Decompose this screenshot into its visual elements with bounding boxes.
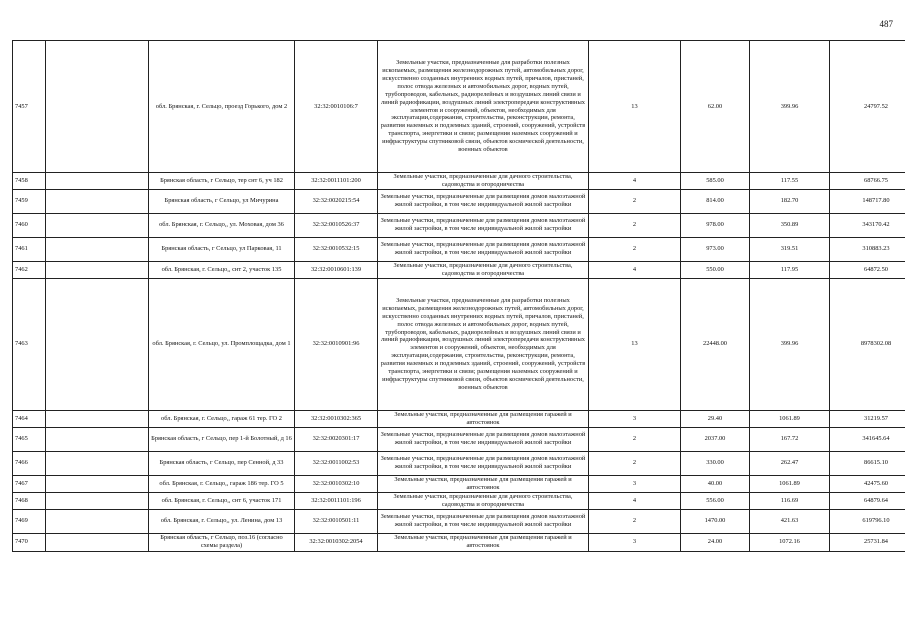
row-number-cell: 7463 [13, 278, 46, 410]
rate-cell: 350.89 [750, 213, 830, 237]
rate-cell: 262.47 [750, 451, 830, 475]
table-row [13, 261, 905, 278]
cadastral-number-cell: 32:32:0011002:53 [295, 451, 378, 475]
land-use-cell: Земельные участки, предназначенные для дачного строительства, садоводства и огородничества [378, 492, 589, 509]
area-cell: 62.00 [681, 41, 750, 173]
empty-cell [46, 451, 149, 475]
address-cell: обл. Брянская, г. Сельцо,, ул. Моховая, дом 36 [149, 213, 295, 237]
rate-cell: 182.70 [750, 189, 830, 213]
address-cell: Брянская область, г Сельцо, тер снт 6, уч 182 [149, 173, 295, 190]
area-cell: 22448.00 [681, 278, 750, 410]
table-row [13, 533, 905, 551]
address-cell: обл. Брянская, г. Сельцо,, гараж 186 тер. ГО 5 [149, 475, 295, 492]
use-code-cell: 2 [589, 427, 681, 451]
row-number-cell: 7459 [13, 189, 46, 213]
area-cell: 556.00 [681, 492, 750, 509]
land-use-cell: Земельные участки, предназначенные для размещения гаражей и автостоянок [378, 410, 589, 427]
empty-cell [46, 475, 149, 492]
cadastral-value-cell: 31219.57 [830, 410, 905, 427]
cadastral-value-cell: 619796.10 [830, 509, 905, 533]
rate-cell: 116.69 [750, 492, 830, 509]
cadastral-number-cell: 32:32:0010501:11 [295, 509, 378, 533]
land-use-cell: Земельные участки, предназначенные для дачного строительства, садоводства и огородничества [378, 261, 589, 278]
address-cell: Брянская область, г Сельцо, пер Сенной, д 33 [149, 451, 295, 475]
area-cell: 2037.00 [681, 427, 750, 451]
use-code-cell: 3 [589, 533, 681, 551]
empty-cell [46, 533, 149, 551]
cadastral-number-cell: 32:32:0010901:96 [295, 278, 378, 410]
rate-cell: 1072.16 [750, 533, 830, 551]
empty-cell [46, 41, 149, 173]
address-cell: обл. Брянская, г. Сельцо,, снт 2, участок 135 [149, 261, 295, 278]
area-cell: 550.00 [681, 261, 750, 278]
row-number-cell: 7461 [13, 237, 46, 261]
row-number-cell: 7467 [13, 475, 46, 492]
empty-cell [46, 492, 149, 509]
land-use-cell: Земельные участки, предназначенные для размещения гаражей и автостоянок [378, 475, 589, 492]
rate-cell: 399.96 [750, 41, 830, 173]
use-code-cell: 2 [589, 213, 681, 237]
cadastral-value-cell: 8978302.08 [830, 278, 905, 410]
row-number-cell: 7468 [13, 492, 46, 509]
row-number-cell: 7457 [13, 41, 46, 173]
use-code-cell: 2 [589, 509, 681, 533]
rate-cell: 117.95 [750, 261, 830, 278]
use-code-cell: 13 [589, 278, 681, 410]
address-cell: обл. Брянская, г. Сельцо,, ул. Ленина, дом 13 [149, 509, 295, 533]
rate-cell: 421.63 [750, 509, 830, 533]
use-code-cell: 2 [589, 451, 681, 475]
cadastral-value-cell: 64879.64 [830, 492, 905, 509]
table-row [13, 189, 905, 213]
land-registry-table [12, 40, 905, 552]
table-row [13, 427, 905, 451]
row-number-cell: 7464 [13, 410, 46, 427]
cadastral-number-cell: 32:32:0011101:200 [295, 173, 378, 190]
land-use-cell: Земельные участки, предназначенные для размещения гаражей и автостоянок [378, 533, 589, 551]
cadastral-value-cell: 341645.64 [830, 427, 905, 451]
rate-cell: 167.72 [750, 427, 830, 451]
cadastral-number-cell: 32:32:0010532:15 [295, 237, 378, 261]
area-cell: 29.40 [681, 410, 750, 427]
cadastral-number-cell: 32:32:0010526:37 [295, 213, 378, 237]
cadastral-value-cell: 310883.23 [830, 237, 905, 261]
use-code-cell: 4 [589, 173, 681, 190]
area-cell: 330.00 [681, 451, 750, 475]
cadastral-number-cell: 32:32:0010302:10 [295, 475, 378, 492]
cadastral-number-cell: 32:32:0010302:365 [295, 410, 378, 427]
cadastral-number-cell: 32:32:0010601:139 [295, 261, 378, 278]
address-cell: обл. Брянская, г. Сельцо, ул. Промплощадка, дом 1 [149, 278, 295, 410]
row-number-cell: 7466 [13, 451, 46, 475]
cadastral-value-cell: 68766.75 [830, 173, 905, 190]
table-row [13, 173, 905, 190]
cadastral-number-cell: 32:32:0010106:7 [295, 41, 378, 173]
table-row [13, 237, 905, 261]
address-cell: обл. Брянская, г. Сельцо,, снт 6, участок 171 [149, 492, 295, 509]
empty-cell [46, 189, 149, 213]
empty-cell [46, 410, 149, 427]
cadastral-number-cell: 32:32:0020215:54 [295, 189, 378, 213]
empty-cell [46, 509, 149, 533]
rate-cell: 1061.89 [750, 410, 830, 427]
cadastral-value-cell: 343170.42 [830, 213, 905, 237]
land-use-cell: Земельные участки, предназначенные для размещения домов малоэтажной жилой застройки, в том числе индивидуальной жилой застройки [378, 189, 589, 213]
land-use-cell: Земельные участки, предназначенные для разработки полезных ископаемых, размещения железнодорожных путей, автомобильных дорог, искусственно созданных внутренних водных путей, причалов, пристаней, полос отвода железных и автомобильных дорог, водных путей, трубопроводов, кабельных, радиорелейных и воздушных линий связи и линий радиофикации, воздушных линий электропередачи конструктивных элементов и сооружений, объектов, необходимых для эксплуатации,содержания, строительства, реконструкции, ремонта, развития наземных и подземных зданий, строений, сооружений, устройств транспорта, энергетики и связи; размещения наземных сооружений и инфраструктуры спутниковой связи, объектов космической деятельности, военных объектов [378, 41, 589, 173]
rate-cell: 1061.89 [750, 475, 830, 492]
row-number-cell: 7462 [13, 261, 46, 278]
address-cell: Брянская область, г Сельцо, ул Мичурина [149, 189, 295, 213]
cadastral-value-cell: 86615.10 [830, 451, 905, 475]
table-row [13, 41, 905, 173]
use-code-cell: 4 [589, 492, 681, 509]
page-number: 487 [879, 19, 893, 29]
area-cell: 1470.00 [681, 509, 750, 533]
area-cell: 973.00 [681, 237, 750, 261]
empty-cell [46, 213, 149, 237]
address-cell: Брянская область, г Сельцо, ул Парковая, 11 [149, 237, 295, 261]
empty-cell [46, 261, 149, 278]
table-row [13, 213, 905, 237]
address-cell: Брянская область, г Сельцо, пер 1-й Болотный, д 16 [149, 427, 295, 451]
empty-cell [46, 278, 149, 410]
land-use-cell: Земельные участки, предназначенные для размещения домов малоэтажной жилой застройки, в том числе индивидуальной жилой застройки [378, 427, 589, 451]
cadastral-number-cell: 32:32:0011101:196 [295, 492, 378, 509]
land-use-cell: Земельные участки, предназначенные для дачного строительства, садоводства и огородничества [378, 173, 589, 190]
cadastral-value-cell: 64872.50 [830, 261, 905, 278]
rate-cell: 319.51 [750, 237, 830, 261]
use-code-cell: 3 [589, 410, 681, 427]
rate-cell: 117.55 [750, 173, 830, 190]
cadastral-value-cell: 25731.84 [830, 533, 905, 551]
area-cell: 978.00 [681, 213, 750, 237]
land-use-cell: Земельные участки, предназначенные для размещения домов малоэтажной жилой застройки, в том числе индивидуальной жилой застройки [378, 451, 589, 475]
area-cell: 40.00 [681, 475, 750, 492]
empty-cell [46, 237, 149, 261]
area-cell: 585.00 [681, 173, 750, 190]
use-code-cell: 13 [589, 41, 681, 173]
area-cell: 24.00 [681, 533, 750, 551]
table-row [13, 509, 905, 533]
land-use-cell: Земельные участки, предназначенные для размещения домов малоэтажной жилой застройки, в том числе индивидуальной жилой застройки [378, 237, 589, 261]
rate-cell: 399.96 [750, 278, 830, 410]
row-number-cell: 7470 [13, 533, 46, 551]
table-row [13, 451, 905, 475]
row-number-cell: 7460 [13, 213, 46, 237]
cadastral-number-cell: 32:32:0020301:17 [295, 427, 378, 451]
table-row [13, 278, 905, 410]
cadastral-value-cell: 42475.60 [830, 475, 905, 492]
empty-cell [46, 427, 149, 451]
land-use-cell: Земельные участки, предназначенные для разработки полезных ископаемых, размещения железнодорожных путей, автомобильных дорог, искусственно созданных внутренних водных путей, причалов, пристаней, полос отвода железных и автомобильных дорог, водных путей, трубопроводов, кабельных, радиорелейных и воздушных линий связи и линий радиофикации, воздушных линий электропередачи конструктивных элементов и сооружений, объектов, необходимых для эксплуатации,содержания, строительства, реконструкции, ремонта, развития наземных и подземных зданий, строений, сооружений, устройств транспорта, энергетики и связи; размещения наземных сооружений и инфраструктуры спутниковой связи, объектов космической деятельности, военных объектов [378, 278, 589, 410]
use-code-cell: 3 [589, 475, 681, 492]
row-number-cell: 7458 [13, 173, 46, 190]
empty-cell [46, 173, 149, 190]
land-use-cell: Земельные участки, предназначенные для размещения домов малоэтажной жилой застройки, в том числе индивидуальной жилой застройки [378, 509, 589, 533]
address-cell: Брянская область, г Сельцо, поз.16 (согласно схемы раздела) [149, 533, 295, 551]
cadastral-value-cell: 148717.80 [830, 189, 905, 213]
table-row [13, 492, 905, 509]
use-code-cell: 2 [589, 237, 681, 261]
cadastral-value-cell: 24797.52 [830, 41, 905, 173]
area-cell: 814.00 [681, 189, 750, 213]
use-code-cell: 4 [589, 261, 681, 278]
row-number-cell: 7469 [13, 509, 46, 533]
address-cell: обл. Брянская, г. Сельцо,, гараж 61 тер. ГО 2 [149, 410, 295, 427]
table-row [13, 475, 905, 492]
cadastral-number-cell: 32:32:0010302:2054 [295, 533, 378, 551]
table-row [13, 410, 905, 427]
row-number-cell: 7465 [13, 427, 46, 451]
address-cell: обл. Брянская, г. Сельцо, проезд Горького, дом 2 [149, 41, 295, 173]
use-code-cell: 2 [589, 189, 681, 213]
land-use-cell: Земельные участки, предназначенные для размещения домов малоэтажной жилой застройки, в том числе индивидуальной жилой застройки [378, 213, 589, 237]
